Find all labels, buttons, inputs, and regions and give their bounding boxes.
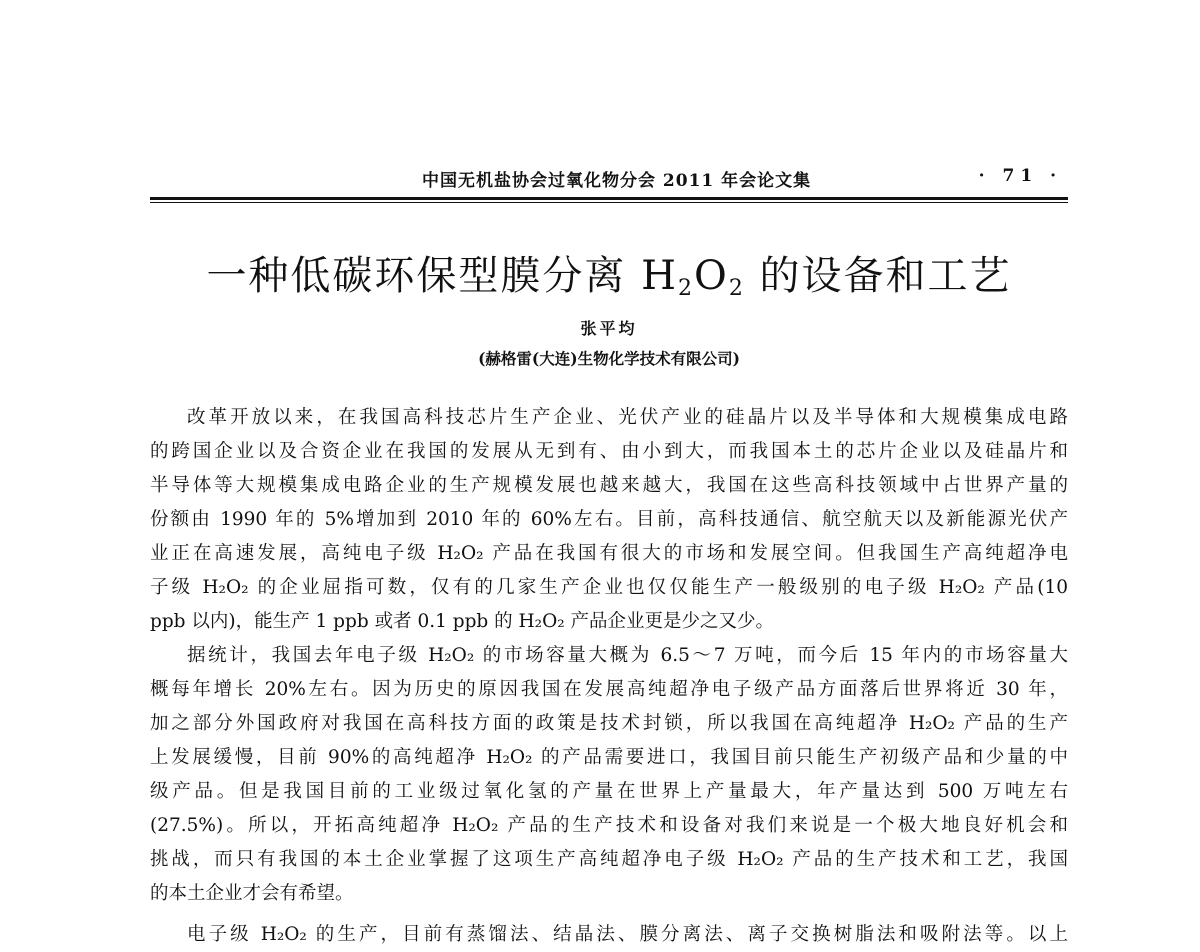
- body-line: 的跨国企业以及合资企业在我国的发展从无到有、由小到大，而我国本土的芯片企业以及硅晶片和: [150, 441, 1068, 462]
- title-part1: 一种低碳环保型膜分离 H: [206, 253, 679, 299]
- body-line: (27.5%)。所以，开拓高纯超净 H₂O₂ 产品的生产技术和设备对我们来说是一个极大地良好机会和: [150, 815, 1068, 836]
- page-number: · 71 ·: [978, 166, 1062, 186]
- body-line: 据统计，我国去年电子级 H₂O₂ 的市场容量大概为 6.5～7 万吨，而今后 15 年内的市场容量大: [187, 645, 1068, 666]
- body-line: 子级 H₂O₂ 的企业屈指可数，仅有的几家生产企业也仅仅能生产一般级别的电子级 H₂O₂ 产品(10: [150, 577, 1068, 598]
- body-line: 半导体等大规模集成电路企业的生产规模发展也越来越大，我国在这些高科技领域中占世界产量的: [150, 475, 1068, 496]
- body-line: 挑战，而只有我国的本土企业掌握了这项生产高纯超净电子级 H₂O₂ 产品的生产技术和工艺，我国: [150, 849, 1068, 870]
- author-name: 张平均: [580, 319, 638, 338]
- body-line: 业正在高速发展，高纯电子级 H₂O₂ 产品在我国有很大的市场和发展空间。但我国生产高纯超净电: [150, 543, 1068, 564]
- header-rule-thin: [150, 202, 1068, 203]
- body-line: 改革开放以来，在我国高科技芯片生产企业、光伏产业的硅晶片以及半导体和大规模集成电路: [187, 407, 1068, 428]
- body-line: ppb 以内)，能生产 1 ppb 或者 0.1 ppb 的 H₂O₂ 产品企业更是少之又少。: [150, 611, 775, 632]
- body-line: 加之部分外国政府对我国在高科技方面的政策是技术封锁，所以我国在高纯超净 H₂O₂ 产品的生产: [150, 713, 1068, 734]
- body-line: 概每年增长 20%左右。因为历史的原因我国在发展高纯超净电子级产品方面落后世界将近 30 年，: [150, 679, 1068, 700]
- running-title: 中国无机盐协会过氧化物分会 2011 年会论文集: [422, 171, 812, 191]
- body-line: 电子级 H₂O₂ 的生产，目前有蒸馏法、结晶法、膜分离法、离子交换树脂法和吸附法等。以上: [187, 924, 1068, 945]
- body-line: 级产品。但是我国目前的工业级过氧化氢的产量在世界上产量最大，年产量达到 500 万吨左右: [150, 781, 1068, 802]
- body-line: 的本土企业才会有希望。: [150, 883, 354, 904]
- title-part2: O: [694, 253, 729, 299]
- paper-title: [150, 252, 1068, 300]
- body-line: 份额由 1990 年的 5%增加到 2010 年的 60%左右。目前，高科技通信、航空航天以及新能源光伏产: [150, 509, 1068, 530]
- title-part3: 的设备和工艺: [744, 253, 1012, 299]
- body-line: 上发展缓慢，目前 90%的高纯超净 H₂O₂ 的产品需要进口，我国目前只能生产初级产品和少量的中: [150, 747, 1068, 768]
- title-sub2: 2: [728, 276, 745, 301]
- author-affiliation: (赫格雷(大连)生物化学技术有限公司): [478, 349, 740, 368]
- header-rule-thick: [150, 197, 1068, 200]
- running-header: [150, 166, 1068, 192]
- title-sub1: 2: [678, 276, 695, 301]
